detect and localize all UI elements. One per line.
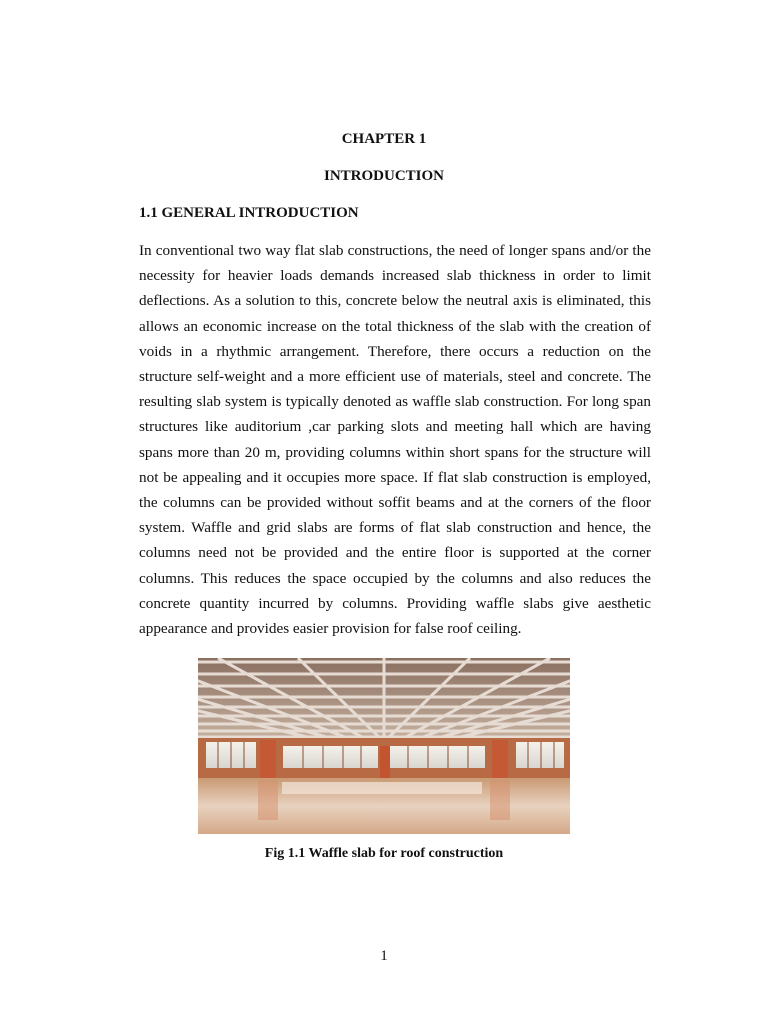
chapter-title: INTRODUCTION: [323, 168, 444, 184]
section-heading: 1.1 GENERAL INTRODUCTION: [139, 205, 359, 221]
body-paragraph: In conventional two way flat slab constructions, the need of longer spans and/or the necessity for heavier loads demands increased slab thickness in order to limit deflections. As a solution to this, concrete below the neutral axis is eliminated, this allows an economic increase on the total thickness of the slab with the creation of voids in a rhythmic arrangement. Therefore, there occurs a reduction on the structure self-weight and a more efficient use of materials, steel and concrete. The resulting slab system is typically denoted as waffle slab construction. For long span structures like auditorium ,car parking slots and meeting hall which are having spans more than 20 m, providing columns within short spans for the structure will not be appealing and it occupies more space. If flat slab construction is employed, the columns can be provided without soffit beams and at the corners of the floor system. Waffle and grid slabs are forms of flat slab construction and hence, the columns need not be provided and the entire floor is supported at the corner columns. This reduces the space occupied by the columns and also reduces the concrete quantity incurred by columns. Providing waffle slabs give aesthetic appearance and provides easier provision for false roof ceiling.: [139, 242, 651, 638]
page-number: 1: [380, 948, 388, 964]
waffle-slab-photo: [198, 658, 570, 834]
chapter-heading: CHAPTER 1: [341, 131, 427, 147]
figure-caption: Fig 1.1 Waffle slab for roof construction: [264, 846, 504, 861]
